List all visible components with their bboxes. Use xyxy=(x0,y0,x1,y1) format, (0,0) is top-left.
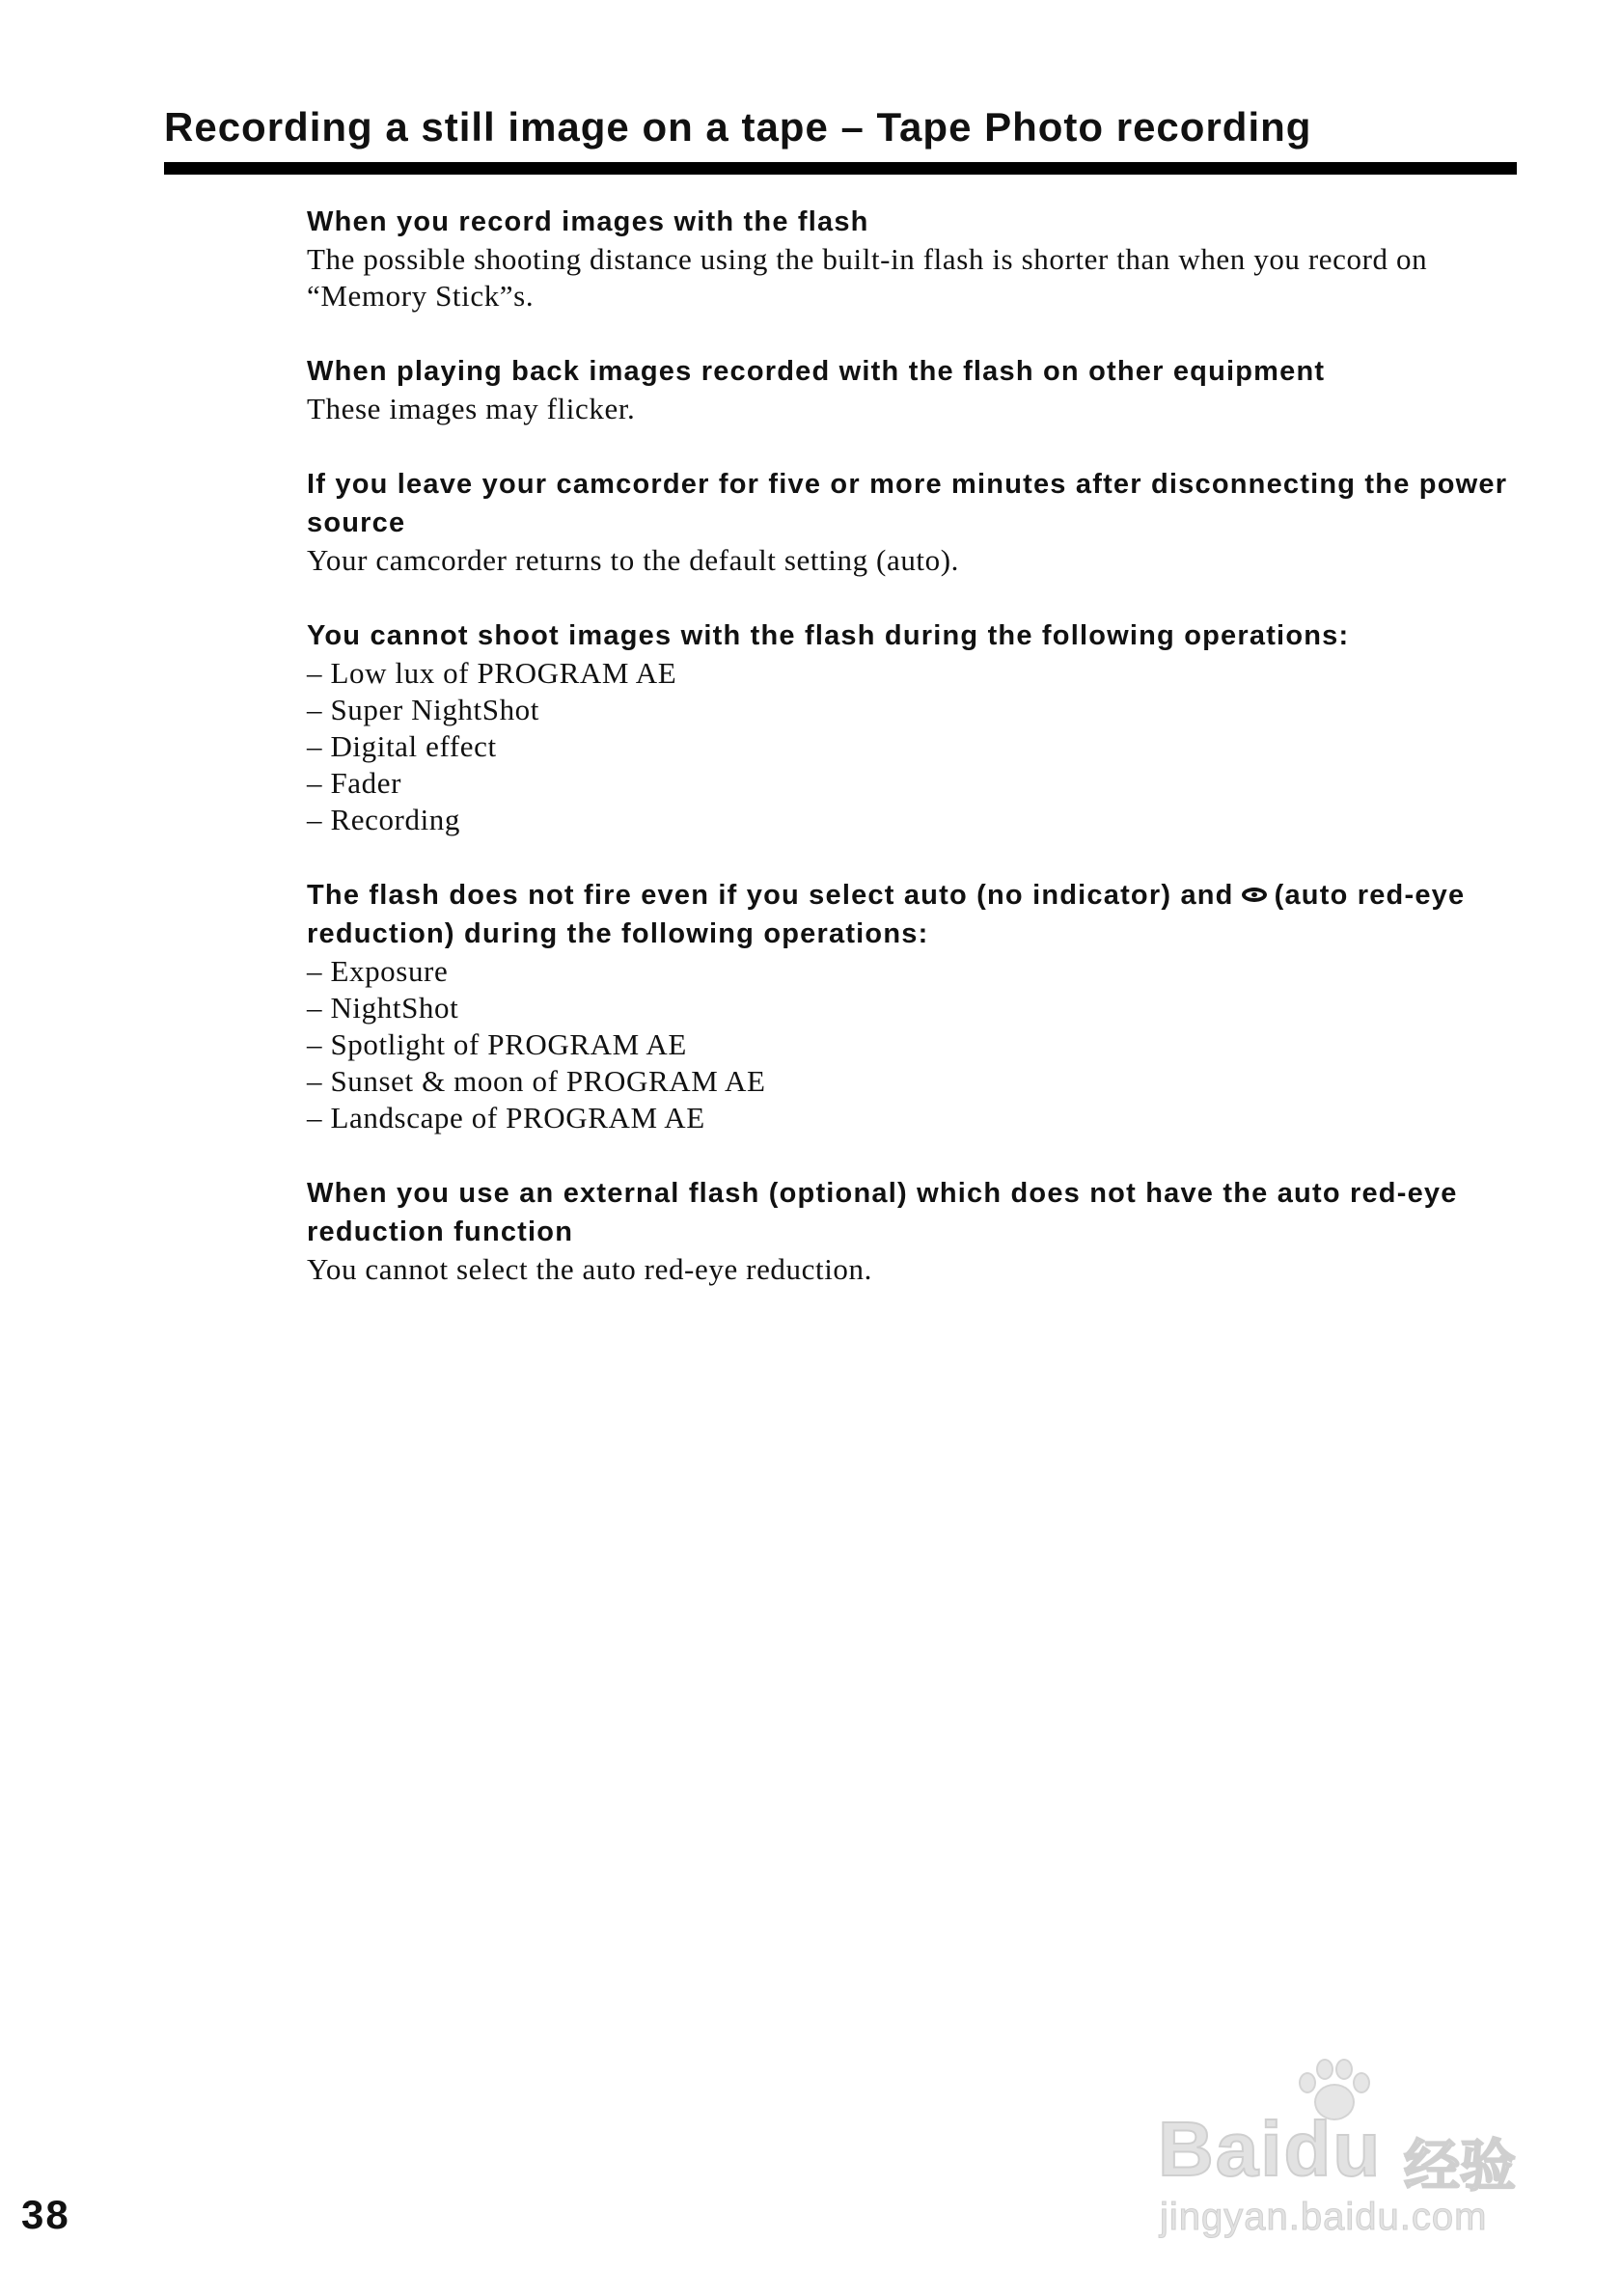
section-heading: When you use an external flash (optional) which does not have the auto red-eye reduction function xyxy=(307,1178,1458,1247)
list-item: – Exposure xyxy=(307,954,449,988)
list-item: – Landscape of PROGRAM AE xyxy=(307,1101,705,1134)
section-leave-camcorder xyxy=(307,465,1517,579)
content xyxy=(307,203,1517,1326)
section-body: You cannot select the auto red-eye reduction. xyxy=(307,1252,872,1286)
section-body: The possible shooting distance using the built-in flash is shorter than when you record on “Memory Stick”s. xyxy=(307,242,1428,313)
list-item: – Low lux of PROGRAM AE xyxy=(307,656,677,690)
section-body: These images may flicker. xyxy=(307,392,636,425)
list-item: – Recording xyxy=(307,803,460,836)
section-heading: If you leave your camcorder for five or more minutes after disconnecting the power source xyxy=(307,469,1508,538)
title-rule xyxy=(164,162,1517,175)
watermark-logo: Baidu xyxy=(1158,2106,1383,2192)
section-flash-does-not-fire xyxy=(307,876,1517,1136)
list-item: – Digital effect xyxy=(307,729,497,763)
page-title: Recording a still image on a tape – Tape Photo recording xyxy=(164,104,1312,150)
page-number: 38 xyxy=(21,2192,70,2237)
section-heading: You cannot shoot images with the flash during the following operations: xyxy=(307,620,1350,651)
list-item: – Super NightShot xyxy=(307,693,539,726)
section-playback-other-equipment xyxy=(307,352,1517,427)
section-cannot-shoot-flash xyxy=(307,616,1517,838)
section-external-flash xyxy=(307,1174,1517,1288)
list-item: – Sunset & moon of PROGRAM AE xyxy=(307,1064,766,1098)
list-item: – Fader xyxy=(307,766,402,800)
list-item: – NightShot xyxy=(307,991,459,1025)
section-body: Your camcorder returns to the default setting (auto). xyxy=(307,543,960,577)
watermark-cn: 经验 xyxy=(1404,2133,1517,2199)
operation-list xyxy=(307,953,1517,1136)
operation-list xyxy=(307,655,1517,838)
section-heading: When playing back images recorded with the flash on other equipment xyxy=(307,356,1326,387)
list-item: – Spotlight of PROGRAM AE xyxy=(307,1027,687,1061)
section-heading xyxy=(307,876,1517,953)
baidu-watermark xyxy=(1148,2055,1534,2248)
section-heading: When you record images with the flash xyxy=(307,206,869,237)
heading-part2: (auto red-eye reduction) during the following operations: xyxy=(307,880,1466,949)
red-eye-icon xyxy=(1242,888,1267,902)
watermark-url: jingyan.baidu.com xyxy=(1160,2196,1488,2238)
section-flash-recording xyxy=(307,203,1517,314)
page-header xyxy=(164,100,1517,154)
heading-part1: The flash does not fire even if you select auto (no indicator) and xyxy=(307,880,1234,911)
